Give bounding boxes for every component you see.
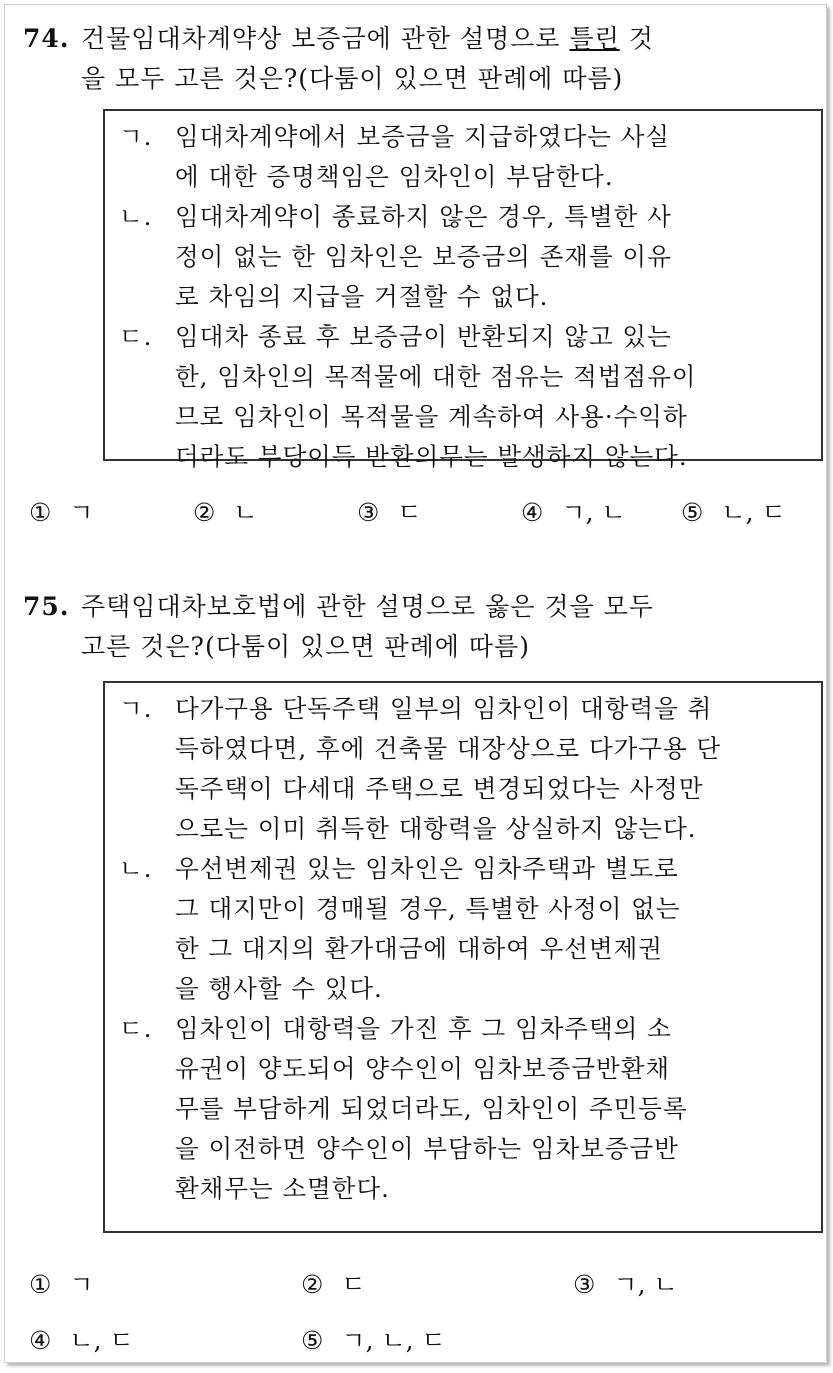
question-75-statement-box: [103, 681, 823, 1233]
option-number: ③: [573, 1270, 596, 1299]
option-text: ㄷ: [397, 498, 422, 527]
question-74: [23, 19, 818, 527]
option-text: ㄴ: [233, 498, 258, 527]
statement-nieun: [119, 197, 809, 317]
statement-text: [175, 317, 809, 477]
option-5[interactable]: [681, 493, 786, 533]
statement-digeut: [119, 317, 809, 477]
question-75-options-row-2: [29, 1321, 819, 1361]
statement-line: 유권이 양도되어 양수인이 임차보증금반환채: [175, 1054, 671, 1083]
option-1[interactable]: [29, 1265, 94, 1305]
statement-line: 임대차 종료 후 보증금이 반환되지 않고 있는: [175, 322, 672, 351]
statement-line: 로 차임의 지급을 거절할 수 없다.: [175, 282, 549, 311]
stem-text: 것: [619, 24, 654, 53]
question-74-number: 74.: [23, 24, 70, 53]
option-number: ④: [29, 1326, 52, 1355]
question-75: [23, 587, 818, 1355]
statement-giyeok: [119, 689, 809, 849]
option-2[interactable]: [301, 1265, 366, 1305]
question-74-stem-line-2: 을 모두 고른 것은?(다툼이 있으면 판례에 따름): [81, 64, 624, 93]
statement-line: 독주택이 다세대 주택으로 변경되었다는 사정만: [175, 774, 704, 803]
option-number: ①: [29, 498, 52, 527]
statement-mark: ㄱ.: [119, 122, 153, 151]
question-74-options: [29, 493, 819, 533]
question-75-stem-line-1: [23, 587, 818, 627]
statement-line: 을 행사할 수 있다.: [175, 974, 383, 1003]
option-number: ②: [301, 1270, 324, 1299]
option-5[interactable]: [301, 1321, 446, 1361]
statement-line: 정이 없는 한 임차인은 보증금의 존재를 이유: [175, 242, 672, 271]
statement-line: 으로는 이미 취득한 대항력을 상실하지 않는다.: [175, 814, 697, 843]
option-3[interactable]: [357, 493, 422, 533]
underlined-keyword: 틀린: [569, 24, 620, 53]
statement-line: 무를 부담하게 되었더라도, 임차인이 주민등록: [175, 1094, 688, 1123]
statement-line: 임대차계약에서 보증금을 지급하였다는 사실: [175, 122, 671, 151]
question-75-options-row-1: [29, 1265, 819, 1305]
option-2[interactable]: [193, 493, 258, 533]
statement-digeut: [119, 1009, 809, 1209]
question-74-stem-line-1: [23, 19, 818, 59]
statement-line: 한, 임차인의 목적물에 대한 점유는 적법점유이: [175, 362, 697, 391]
statement-line: 임대차계약이 종료하지 않은 경우, 특별한 사: [175, 202, 672, 231]
option-number: ②: [193, 498, 216, 527]
statement-line: 그 대지만이 경매될 경우, 특별한 사정이 없는: [175, 894, 681, 923]
statement-nieun: [119, 849, 809, 1009]
option-number: ①: [29, 1270, 52, 1299]
option-number: ⑤: [681, 498, 704, 527]
option-text: ㄴ, ㄷ: [69, 1326, 134, 1355]
statement-mark: ㄴ.: [119, 854, 153, 883]
option-text: ㄱ, ㄴ: [561, 498, 626, 527]
statement-mark: ㄴ.: [119, 202, 153, 231]
statement-line: 임차인이 대항력을 가진 후 그 임차주택의 소: [175, 1014, 672, 1043]
question-74-stem: [23, 19, 818, 99]
option-1[interactable]: [29, 493, 94, 533]
statement-mark: ㄱ.: [119, 694, 153, 723]
statement-text: [175, 197, 809, 317]
option-text: ㄱ: [69, 498, 94, 527]
statement-mark: ㄷ.: [119, 1014, 153, 1043]
option-4[interactable]: [521, 493, 626, 533]
statement-line: 한 그 대지의 환가대금에 대하여 우선변제권: [175, 934, 663, 963]
statement-text: [175, 689, 809, 849]
question-75-number: 75.: [23, 592, 70, 621]
statement-text: [175, 1009, 809, 1209]
option-text: ㄱ, ㄴ: [613, 1270, 678, 1299]
statement-line: 을 이전하면 양수인이 부담하는 임차보증금반: [175, 1134, 679, 1163]
option-3[interactable]: [573, 1265, 678, 1305]
option-text: ㄱ, ㄴ, ㄷ: [341, 1326, 446, 1355]
option-number: ④: [521, 498, 544, 527]
statement-line: 득하였다면, 후에 건축물 대장상으로 다가구용 단: [175, 734, 722, 763]
question-75-stem-line-2: 고른 것은?(다툼이 있으면 판례에 따름): [81, 632, 530, 661]
statement-line: 더라도 부당이득 반환의무는 발생하지 않는다.: [175, 442, 688, 471]
option-number: ⑤: [301, 1326, 324, 1355]
question-74-statement-box: [103, 109, 823, 471]
statement-line: 우선변제권 있는 임차인은 임차주택과 별도로: [175, 854, 679, 883]
exam-page: [4, 4, 827, 1363]
statement-line: 므로 임차인이 목적물을 계속하여 사용·수익하: [175, 402, 688, 431]
option-text: ㄱ: [69, 1270, 94, 1299]
stem-text: 건물임대차계약상 보증금에 관한 설명으로: [81, 24, 570, 53]
option-text: ㄴ, ㄷ: [721, 498, 786, 527]
stem-text: 주택임대차보호법에 관한 설명으로 옳은 것을 모두: [81, 592, 654, 621]
option-4[interactable]: [29, 1321, 134, 1361]
statement-line: 환채무는 소멸한다.: [175, 1174, 390, 1203]
statement-text: [175, 117, 809, 197]
statement-text: [175, 849, 809, 1009]
option-text: ㄷ: [341, 1270, 366, 1299]
statement-giyeok: [119, 117, 809, 197]
statement-line: 에 대한 증명책임은 임차인이 부담한다.: [175, 162, 614, 191]
question-75-stem: [23, 587, 818, 667]
statement-line: 다가구용 단독주택 일부의 임차인이 대항력을 취: [175, 694, 713, 723]
option-number: ③: [357, 498, 380, 527]
statement-mark: ㄷ.: [119, 322, 153, 351]
